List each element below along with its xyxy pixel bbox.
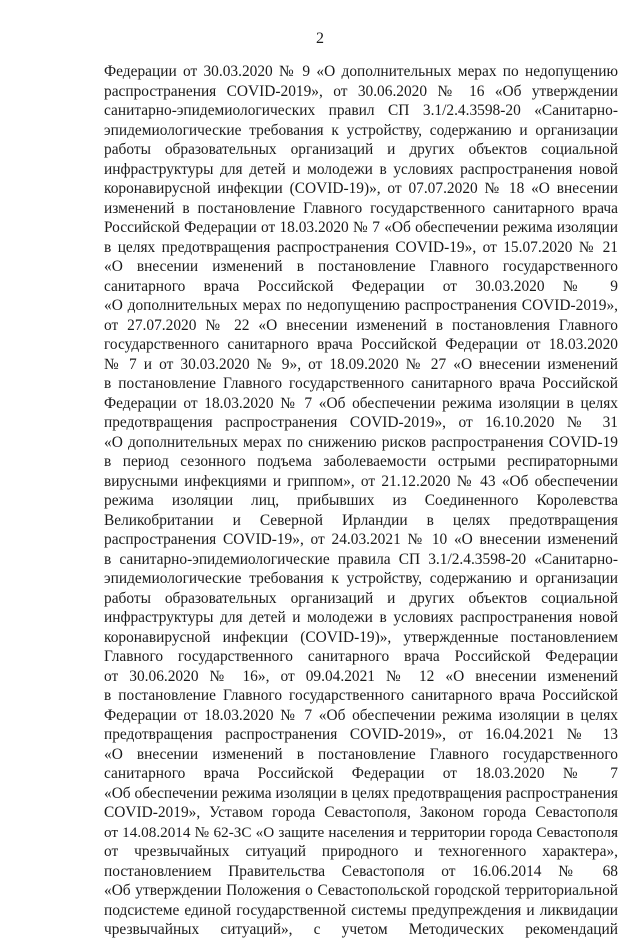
text-line: № 7 и от 30.03.2020 № 9», от 18.09.2020 № 27 «О внесении изменений xyxy=(104,355,618,373)
text-line: COVID-2019», Уставом города Севастополя, Законом города Севастополя xyxy=(104,804,618,821)
text-line: «Об утверждении Положения о Севастопольской городской территориальной xyxy=(104,882,618,899)
text-line: постановлением Правительства Севастополя от 16.06.2014 № 68 xyxy=(104,862,618,880)
text-line: от чрезвычайных ситуаций природного и техногенного характера», xyxy=(104,843,618,860)
text-line: санитарного врача Российской Федерации от 30.03.2020 № 9 xyxy=(104,277,618,295)
text-line: инфраструктуры для детей и молодежи в условиях распространения новой xyxy=(104,609,618,626)
text-line: в целях предотвращения распространения COVID-19», от 15.07.2020 № 21 xyxy=(104,238,618,256)
body-text xyxy=(104,62,618,940)
text-line: «О дополнительных мерах по недопущению распространения COVID-2019», xyxy=(104,297,618,314)
text-line: Российской Федерации от 18.03.2020 № 7 «Об обеспечении режима изоляции xyxy=(104,219,618,236)
text-line: в период сезонного подъема заболеваемости острыми респираторными xyxy=(104,453,618,470)
text-line: санитарного врача Российской Федерации от 18.03.2020 № 7 xyxy=(104,765,618,782)
text-line: «О внесении изменений в постановление Главного государственного xyxy=(104,258,618,275)
text-line: от 30.06.2020 № 16», от 09.04.2021 № 12 «О внесении изменений xyxy=(104,667,618,685)
text-line: распространения COVID-19», от 24.03.2021 № 10 «О внесении изменений xyxy=(104,531,618,548)
text-line: «Об обеспечении режима изоляции в целях предотвращения распространения xyxy=(104,784,618,802)
text-line: Главного государственного санитарного врача Российской Федерации xyxy=(104,648,618,665)
text-line: Федерации от 18.03.2020 № 7 «Об обеспечении режима изоляции в целях xyxy=(104,394,618,412)
text-line: подсистеме единой государственной системы предупреждения и ликвидации xyxy=(104,901,618,919)
text-line: Федерации от 30.03.2020 № 9 «О дополнительных мерах по недопущению xyxy=(104,63,618,80)
text-line: Федерации от 18.03.2020 № 7 «Об обеспечении режима изоляции в целях xyxy=(104,706,618,724)
text-line: вирусными инфекциями и гриппом», от 21.12.2020 № 43 «Об обеспечении xyxy=(104,472,618,490)
text-line: коронавирусной инфекции (COVID-19)», от 07.07.2020 № 18 «О внесении xyxy=(104,180,618,197)
text-line: эпидемиологические требования к устройству, содержанию и организации xyxy=(104,121,618,139)
text-line: санитарно-эпидемиологических правил СП 3.1/2.4.3598-20 «Санитарно- xyxy=(104,102,618,119)
text-line: предотвращения распространения COVID-2019», от 16.10.2020 № 31 xyxy=(104,414,618,431)
text-line: от 27.07.2020 № 22 «О внесении изменений в постановления Главного xyxy=(104,316,618,334)
text-line: государственного санитарного врача Российской Федерации от 18.03.2020 xyxy=(104,336,618,353)
text-line: работы образовательных организаций и других объектов социальной xyxy=(104,141,618,158)
text-line: от 14.08.2014 № 62-ЗС «О защите населения и территории города Севастополя xyxy=(104,823,618,841)
text-line: режима изоляции лиц, прибывших из Соединенного Королевства xyxy=(104,492,618,509)
text-line: в постановление Главного государственного санитарного врача Российской xyxy=(104,687,618,704)
text-line: инфраструктуры для детей и молодежи в условиях распространения новой xyxy=(104,160,618,178)
text-line: изменений в постановление Главного государственного санитарного врача xyxy=(104,199,618,217)
text-line: «О внесении изменений в постановление Главного государственного xyxy=(104,745,618,763)
text-line: работы образовательных организаций и других объектов социальной xyxy=(104,589,618,607)
text-line: предотвращения распространения COVID-2019», от 16.04.2021 № 13 xyxy=(104,726,618,743)
text-line: в постановление Главного государственного санитарного врача Российской xyxy=(104,375,618,392)
text-line: эпидемиологические требования к устройству, содержанию и организации xyxy=(104,570,618,587)
text-line: чрезвычайных ситуаций», с учетом Методических рекомендаций xyxy=(104,921,618,938)
text-line: в санитарно-эпидемиологические правила СП 3.1/2.4.3598-20 «Санитарно- xyxy=(104,550,618,568)
text-line: распространения COVID-2019», от 30.06.2020 № 16 «Об утверждении xyxy=(104,82,618,100)
text-line: Великобритании и Северной Ирландии в целях предотвращения xyxy=(104,511,618,529)
page-number: 2 xyxy=(316,30,324,47)
text-line: «О дополнительных мерах по снижению рисков распространения COVID-19 xyxy=(104,433,618,451)
text-line: коронавирусной инфекции (COVID-19)», утвержденные постановлением xyxy=(104,628,618,646)
